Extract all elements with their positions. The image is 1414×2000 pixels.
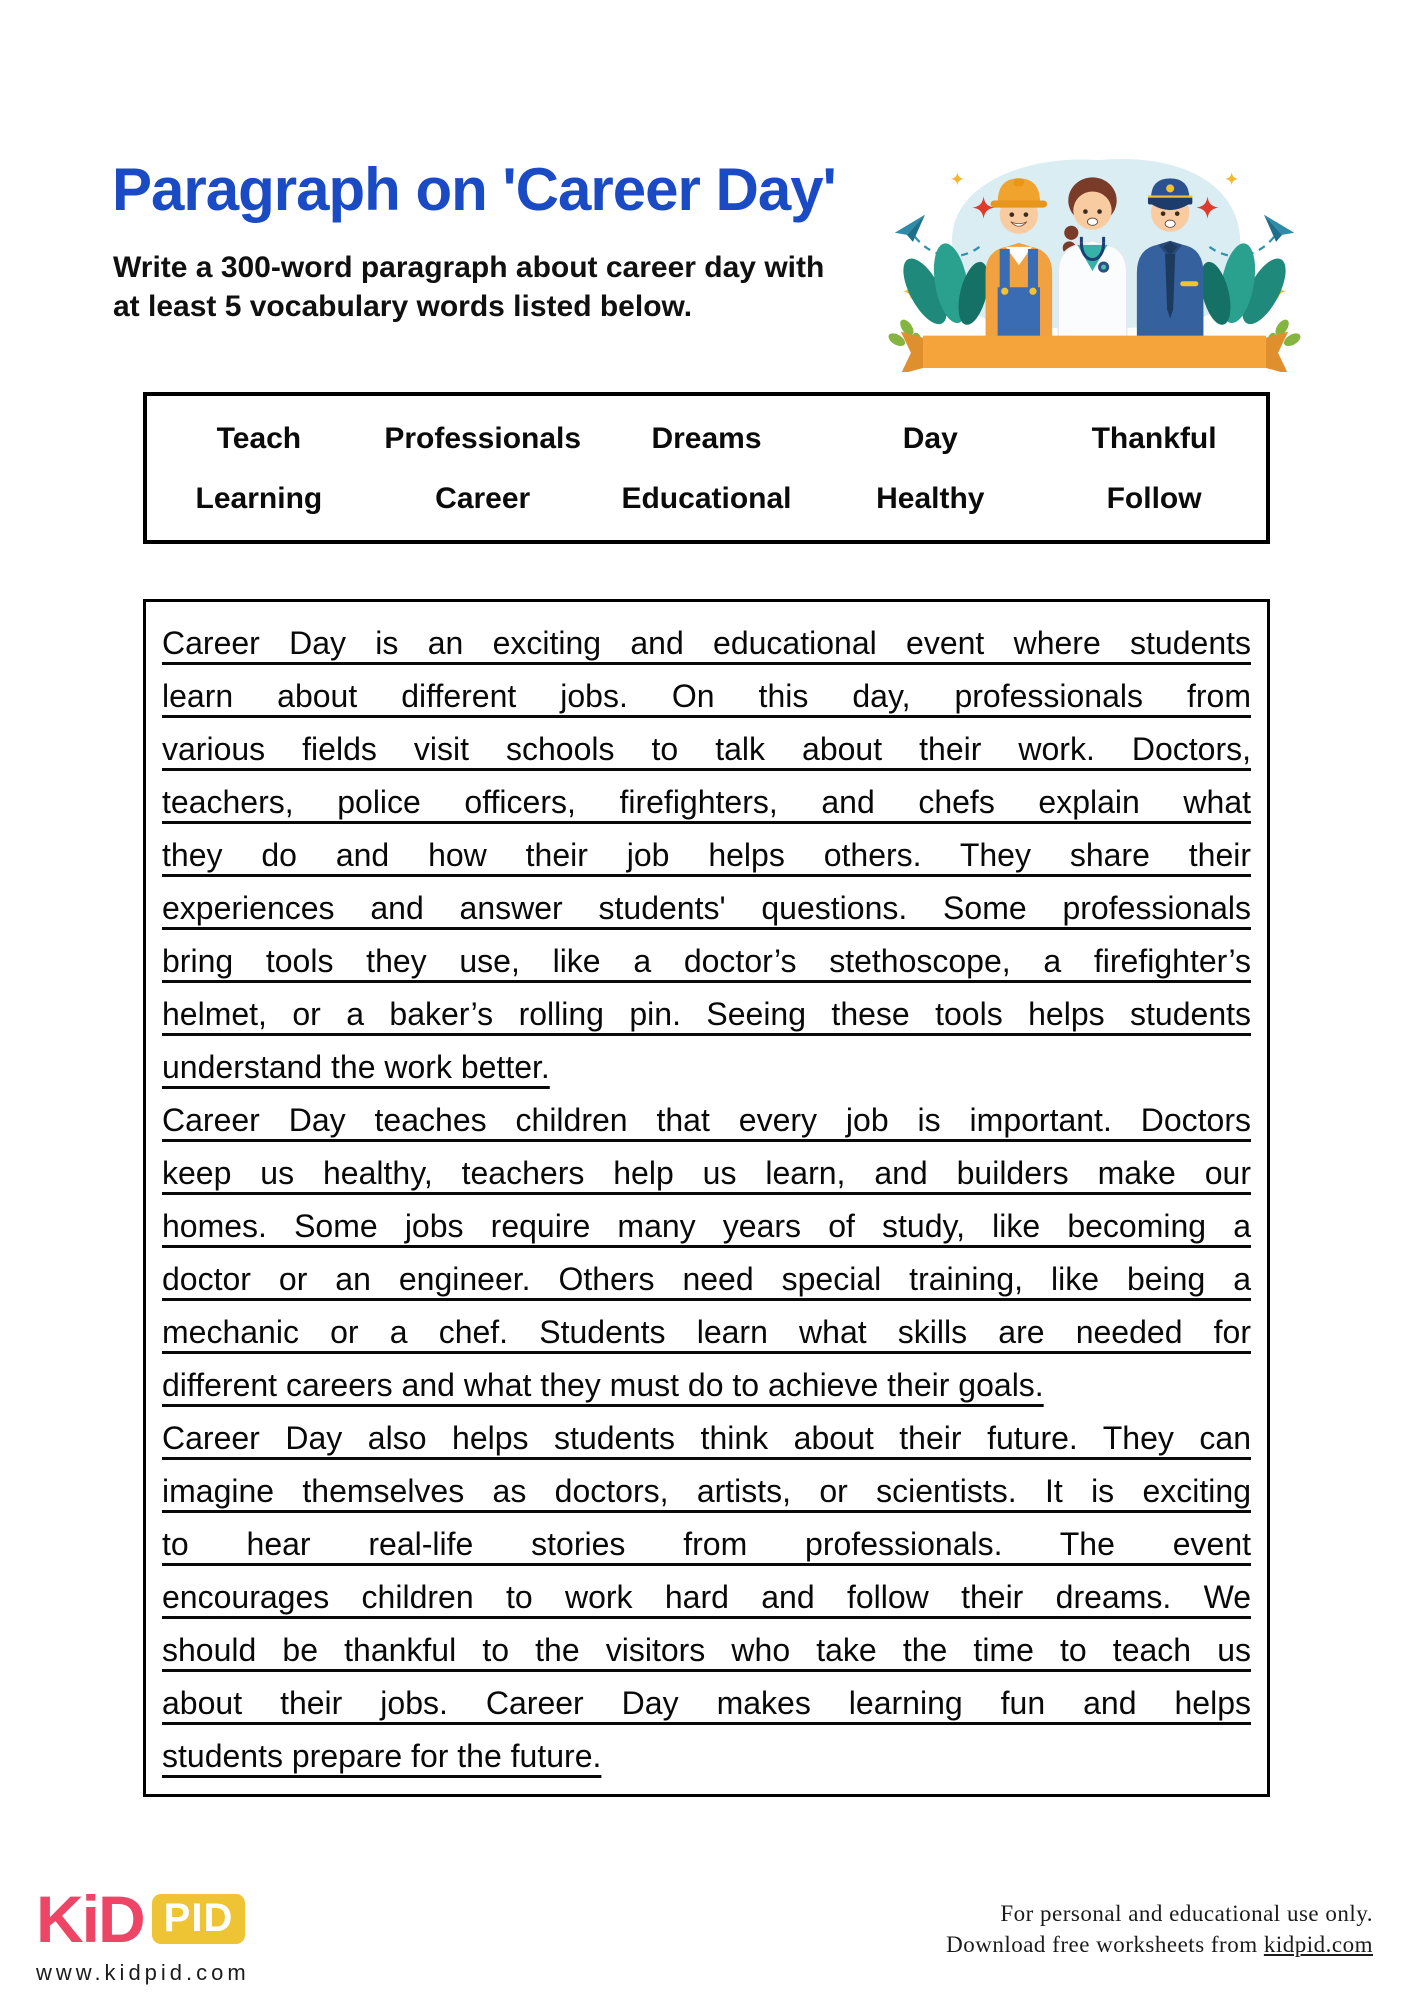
vocab-word-healthy: Healthy <box>876 482 985 515</box>
paragraph-box <box>143 599 1270 1797</box>
vocab-word-educational: Educational <box>621 482 792 515</box>
logo-pid-badge: PID <box>152 1894 246 1944</box>
footer-note-line-2-text: Download free worksheets from <box>946 1932 1264 1957</box>
kidpid-link[interactable]: kidpid.com <box>1263 1932 1373 1957</box>
page-title: Paragraph on 'Career Day' <box>112 156 836 223</box>
instructions <box>113 248 893 326</box>
paragraph-line-22: students prepare for the future. <box>162 1738 602 1774</box>
vocab-word-career: Career <box>435 482 531 515</box>
paragraph-line-19: encourages children to work hard and follow their dreams. We <box>162 1579 1251 1615</box>
construction-worker-icon <box>986 178 1053 341</box>
paragraph-line-17: imagine themselves as doctors, artists, or scientists. It is exciting <box>162 1473 1251 1509</box>
paragraph-line-12: homes. Some jobs require many years of study, like becoming a <box>162 1208 1251 1244</box>
paragraph-line-11: keep us healthy, teachers help us learn, and builders make our <box>162 1155 1251 1191</box>
logo-kid-text: KiD <box>36 1882 144 1956</box>
vocab-word-teach: Teach <box>216 422 302 455</box>
vocabulary-row-2 <box>147 480 1266 518</box>
instructions-line-2: at least 5 vocabulary words listed below. <box>113 290 693 323</box>
paragraph-line-1: Career Day is an exciting and educational event where students <box>162 625 1251 661</box>
paragraph-line-13: doctor or an engineer. Others need special training, like being a <box>162 1261 1251 1297</box>
paragraph-line-10: Career Day teaches children that every job is important. Doctors <box>162 1102 1251 1138</box>
paragraph-line-5: they do and how their job helps others. They share their <box>162 837 1251 873</box>
vocab-word-professionals: Professionals <box>384 422 582 455</box>
vocabulary-row-1 <box>147 420 1266 458</box>
paragraph-line-20: should be thankful to the visitors who take the time to teach us <box>162 1632 1251 1668</box>
instructions-line-1: Write a 300-word paragraph about career day with <box>113 251 825 284</box>
paragraph-line-7: bring tools they use, like a doctor’s stethoscope, a firefighter’s <box>162 943 1251 979</box>
career-illustration <box>872 140 1317 372</box>
vocabulary-box <box>143 392 1270 544</box>
paragraph-line-18: to hear real-life stories from professionals. The event <box>162 1526 1251 1562</box>
logo-website-url: www.kidpid.com <box>36 1960 250 1985</box>
ribbon-banner <box>901 332 1288 372</box>
kidpid-logo <box>36 1882 250 1986</box>
paragraph-line-14: mechanic or a chef. Students learn what skills are needed for <box>162 1314 1251 1350</box>
paragraph-line-3: various fields visit schools to talk about their work. Doctors, <box>162 731 1251 767</box>
paragraph-line-9: understand the work better. <box>162 1049 550 1085</box>
paragraph-line-2: learn about different jobs. On this day, professionals from <box>162 678 1251 714</box>
paragraph-line-21: about their jobs. Career Day makes learning fun and helps <box>162 1685 1251 1721</box>
vocab-word-dreams: Dreams <box>651 422 762 455</box>
vocab-word-follow: Follow <box>1106 482 1202 515</box>
doctor-icon <box>1058 177 1127 341</box>
paragraph-line-4: teachers, police officers, firefighters, and chefs explain what <box>162 784 1251 820</box>
footer-note-line-2 <box>946 1929 1373 1960</box>
paragraph-line-8: helmet, or a baker’s rolling pin. Seeing these tools helps students <box>162 996 1251 1032</box>
vocab-word-learning: Learning <box>195 482 323 515</box>
vocab-word-thankful: Thankful <box>1091 422 1217 455</box>
footer-note-line-1: For personal and educational use only. <box>1000 1901 1373 1926</box>
vocab-word-day: Day <box>902 422 958 455</box>
paragraph-line-16: Career Day also helps students think about their future. They can <box>162 1420 1251 1456</box>
footer-note <box>946 1898 1373 1960</box>
paragraph-line-15: different careers and what they must do to achieve their goals. <box>162 1367 1044 1403</box>
paragraph-line-6: experiences and answer students' questions. Some professionals <box>162 890 1251 926</box>
